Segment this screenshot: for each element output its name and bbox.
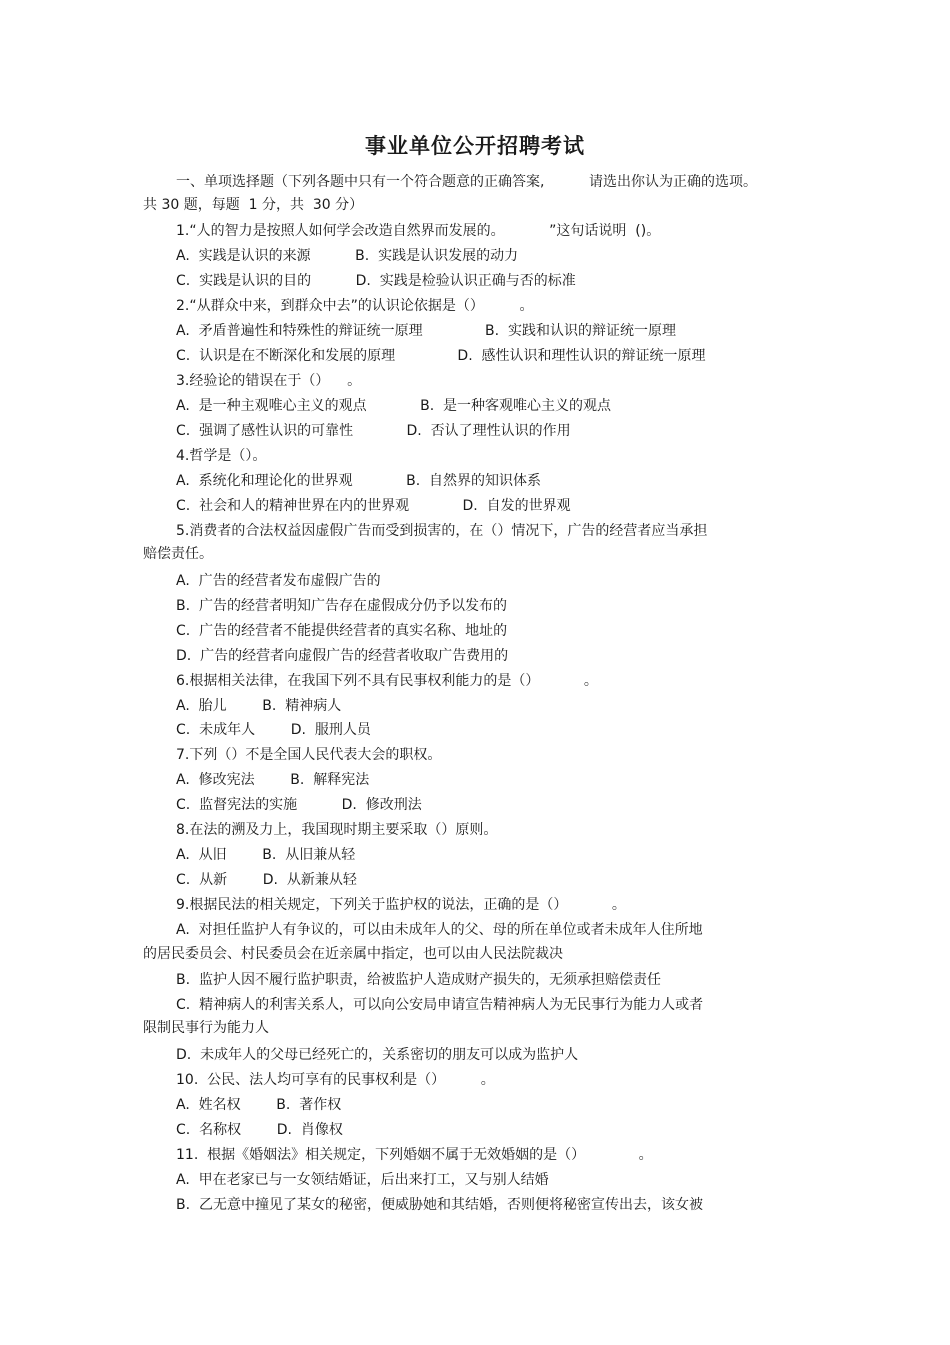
- options-8-ab: A. 从旧 B. 从旧兼从轻: [176, 847, 356, 863]
- question-3: 3.经验论的错误在于（） 。: [176, 373, 362, 389]
- question-8: 8.在法的溯及力上，我国现时期主要采取（）原则。: [176, 822, 498, 838]
- options-10-cd: C. 名称权 D. 肖像权: [176, 1122, 343, 1138]
- options-7-ab: A. 修改宪法 B. 解释宪法: [176, 772, 370, 788]
- option-5-a: A. 广告的经营者发布虚假广告的: [176, 573, 381, 589]
- options-4-ab: A. 系统化和理论化的世界观 B. 自然界的知识体系: [176, 473, 542, 489]
- options-3-cd: C. 强调了感性认识的可靠性 D. 否认了理性认识的作用: [176, 423, 571, 439]
- option-9-c: C. 精神病人的利害关系人，可以向公安局申请宣告精神病人为无民事行为能力人或者: [176, 997, 704, 1013]
- question-9: 9.根据民法的相关规定，下列关于监护权的说法，正确的是（） 。: [176, 897, 626, 913]
- question-5: 5.消费者的合法权益因虚假广告而受到损害的，在（）情况下，广告的经营者应当承担: [176, 523, 708, 539]
- options-2-cd: C. 认识是在不断深化和发展的原理 D. 感性认识和理性认识的辩证统一原理: [176, 348, 706, 364]
- question-10: 10. 公民、法人均可享有的民事权利是（） 。: [176, 1072, 495, 1088]
- option-9-a: A. 对担任监护人有争议的，可以由未成年人的父、母的所在单位或者未成年人住所地: [176, 922, 703, 938]
- option-5-d: D. 广告的经营者向虚假广告的经营者收取广告费用的: [176, 648, 509, 664]
- question-5-cont: 赔偿责任。: [143, 546, 213, 562]
- question-2: 2.“从群众中来，到群众中去”的认识论依据是（） 。: [176, 298, 534, 314]
- question-6: 6.根据相关法律，在我国下列不具有民事权利能力的是（） 。: [176, 673, 598, 689]
- option-11-a: A. 甲在老家已与一女领结婚证，后出来打工，又与别人结婚: [176, 1172, 549, 1188]
- option-11-b: B. 乙无意中撞见了某女的秘密，便威胁她和其结婚，否则便将秘密宣传出去，该女被: [176, 1197, 703, 1213]
- options-8-cd: C. 从新 D. 从新兼从轻: [176, 872, 357, 888]
- question-4: 4.哲学是（）。: [176, 448, 267, 464]
- options-1-cd: C. 实践是认识的目的 D. 实践是检验认识正确与否的标准: [176, 273, 576, 289]
- options-3-ab: A. 是一种主观唯心主义的观点 B. 是一种客观唯心主义的观点: [176, 398, 612, 414]
- option-5-c: C. 广告的经营者不能提供经营者的真实名称、地址的: [176, 623, 508, 639]
- option-9-d: D. 未成年人的父母已经死亡的，关系密切的朋友可以成为监护人: [176, 1047, 579, 1063]
- section-heading-cont: 共 30 题，每题 1 分，共 30 分）: [143, 197, 364, 213]
- options-4-cd: C. 社会和人的精神世界在内的世界观 D. 自发的世界观: [176, 498, 571, 514]
- question-11: 11. 根据《婚姻法》相关规定，下列婚姻不属于无效婚姻的是（） 。: [176, 1147, 653, 1163]
- options-6-cd: C. 未成年人 D. 服刑人员: [176, 722, 371, 738]
- question-7: 7.下列（）不是全国人民代表大会的职权。: [176, 747, 442, 763]
- option-9-b: B. 监护人因不履行监护职责，给被监护人造成财产损失的，无须承担赔偿责任: [176, 972, 661, 988]
- page-title: 事业单位公开招聘考试: [365, 134, 585, 158]
- options-1-ab: A. 实践是认识的来源 B. 实践是认识发展的动力: [176, 248, 519, 264]
- option-9-a-cont: 的居民委员会、村民委员会在近亲属中指定，也可以由人民法院裁决: [143, 946, 563, 962]
- option-5-b: B. 广告的经营者明知广告存在虚假成分仍予以发布的: [176, 598, 507, 614]
- question-1: 1.“人的智力是按照人如何学会改造自然界而发展的。 ”这句话说明 ()。: [176, 223, 661, 239]
- options-6-ab: A. 胎儿 B. 精神病人: [176, 698, 342, 714]
- options-2-ab: A. 矛盾普遍性和特殊性的辩证统一原理 B. 实践和认识的辩证统一原理: [176, 323, 676, 339]
- section-heading: 一、单项选择题（下列各题中只有一个符合题意的正确答案, 请选出你认为正确的选项。: [176, 174, 757, 190]
- option-9-c-cont: 限制民事行为能力人: [143, 1020, 269, 1036]
- options-10-ab: A. 姓名权 B. 著作权: [176, 1097, 342, 1113]
- options-7-cd: C. 监督宪法的实施 D. 修改刑法: [176, 797, 422, 813]
